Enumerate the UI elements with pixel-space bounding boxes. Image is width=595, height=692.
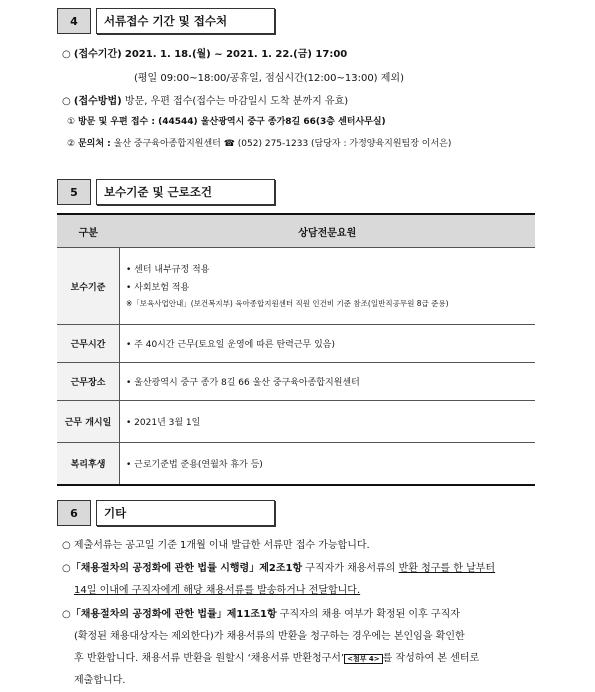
row-value: • 주 40시간 근무(토요일 운영에 따른 탄력근무 있음) (120, 325, 536, 363)
conditions-table (57, 213, 535, 486)
row-key: 근무장소 (57, 363, 120, 401)
row-note: ※「보육사업안내」(보건복지부) 육아종합지원센터 직원 인건비 기준 참조(일반직공무원 8급 준용) (126, 299, 449, 308)
contact-text: 울산 중구육아종합지원센터 ☎ (052) 275-1233 (담당자 : 가정양육지원팀장 이서은) (113, 139, 452, 149)
section-title: 서류접수 기간 및 접수처 (96, 8, 275, 34)
section-6-header (57, 500, 275, 526)
row-value: • 울산광역시 중구 종가 8길 66 울산 중구육아종합지원센터 (120, 363, 536, 401)
etc-item-1: ○ 제출서류는 공고일 기준 1개월 이내 발급한 서류만 접수 가능합니다. (62, 540, 370, 551)
contact-line (67, 136, 451, 149)
period-note: (평일 09:00~18:00/공휴일, 점심시간(12:00~13:00) 제외) (134, 73, 404, 84)
method-line: ○ (접수방법) 방문, 우편 접수(접수는 마감일시 도착 분까지 유효) (62, 96, 349, 107)
row-value: • 2021년 3월 1일 (120, 401, 536, 443)
table-row (57, 248, 535, 325)
etc-item-2: ○「채용절차의 공정화에 관한 법률 시행령」제2조1항 구직자가 채용서류의 반환 청구를 한 날부터 14일 이내에 구직자에게 해당 채용서류를 발송하거나 전달합니다. (62, 563, 496, 596)
section-5-header (57, 179, 275, 205)
address-text: 방문 및 우편 접수 : (44544) 울산광역시 중구 종가8길 66(3층 센터사무실) (77, 117, 386, 127)
row-key: 근무시간 (57, 325, 120, 363)
table-header: 구분 (57, 214, 120, 248)
period-label: (접수기간) (73, 49, 122, 60)
row-key: 복리후생 (57, 443, 120, 485)
table-row (57, 443, 535, 485)
section-title: 보수기준 및 근로조건 (96, 179, 275, 205)
address-mark: ① (67, 117, 76, 127)
contact-mark: ② (67, 139, 76, 149)
section-number: 4 (57, 8, 91, 34)
row-key: 보수기준 (57, 248, 120, 325)
method-label: (접수방법) (73, 96, 122, 107)
section-title: 기타 (96, 500, 275, 526)
contact-label: 문의처 : (77, 139, 111, 149)
period-value: 2021. 1. 18.(월) ~ 2021. 1. 22.(금) 17:00 (124, 49, 348, 60)
row-key: 근무 개시일 (57, 401, 120, 443)
table-row (57, 363, 535, 401)
table-row (57, 401, 535, 443)
section-number: 6 (57, 500, 91, 526)
address-line (67, 114, 386, 127)
etc-item-3: ○「채용절차의 공정화에 관한 법률」제11조1항 구직자의 채용 여부가 확정된 이후 구직자 (확정된 채용대상자는 제외한다)가 채용서류의 반환을 청구하는 경우에는 본인임을 확인한 후 반환합니다. 채용서류 반환을 원할시 ‘채용서류 반환청구서’ <첨부 4> 를 작성하여 본 센터로 제출합니다. (62, 609, 480, 686)
attachment-tag: <첨부 4> (344, 654, 383, 664)
period-line: ○ (접수기간) 2021. 1. 18.(월) ~ 2021. 1. 22.(금) 17:00 (62, 49, 348, 60)
row-value: • 센터 내부규정 적용 (126, 265, 210, 275)
method-value: 방문, 우편 접수(접수는 마감일시 도착 분까지 유효) (124, 96, 349, 107)
section-number: 5 (57, 179, 91, 205)
table-header: 상담전문요원 (120, 214, 536, 248)
table-row (57, 325, 535, 363)
section-4-header (57, 8, 275, 34)
row-value: • 사회보험 적용 (126, 283, 190, 293)
row-value: • 근로기준법 준용(연월차 휴가 등) (120, 443, 536, 485)
